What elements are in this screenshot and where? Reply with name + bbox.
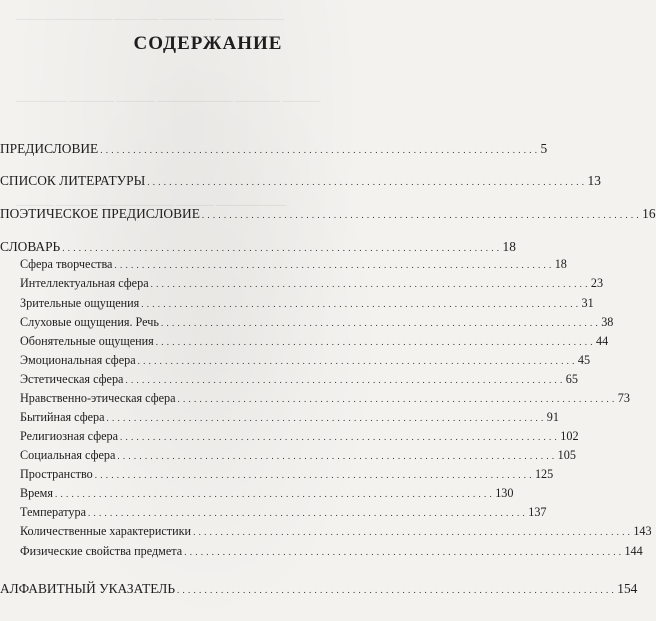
toc-entry-title: Время [20, 486, 53, 500]
toc-entry-title: Эстетическая сфера [20, 372, 124, 386]
dot-leader: . . . . . . . . . . . . . . . . . . . . . . . . . . . . . . . . . . . . . . . . . . . . . . . . . . . . . . . . . . . . . . . . . . . . . . . . . . . . . . . . [87, 508, 526, 518]
toc-entry-page: 18 [554, 257, 567, 271]
dot-leader: . . . . . . . . . . . . . . . . . . . . . . . . . . . . . . . . . . . . . . . . . . . . . . . . . . . . . . . . . . . . . . . . . . . . . . . . . . . . . . . . [184, 547, 622, 557]
toc-entry-page: 38 [601, 315, 614, 329]
toc-entry-page: 65 [565, 372, 578, 386]
toc-subentry[interactable] [20, 353, 591, 373]
toc-subentry[interactable] [20, 410, 559, 430]
toc-entry-page: 137 [528, 505, 547, 519]
toc-entry-page: 44 [596, 334, 609, 348]
dot-leader: . . . . . . . . . . . . . . . . . . . . . . . . . . . . . . . . . . . . . . . . . . . . . . . . . . . . . . . . . . . . . . . . . . . . . . . . . . . . . . . . [94, 470, 532, 480]
dot-leader: . . . . . . . . . . . . . . . . . . . . . . . . . . . . . . . . . . . . . . . . . . . . . . . . . . . . . . . . . . . . . . . . . . . . . . . . . . . . . . . . [177, 585, 615, 595]
toc-subentry[interactable] [20, 505, 547, 525]
toc-entry-page: 105 [557, 448, 576, 462]
toc-subentry[interactable] [20, 467, 554, 487]
dot-leader: . . . . . . . . . . . . . . . . . . . . . . . . . . . . . . . . . . . . . . . . . . . . . . . . . . . . . . . . . . . . . . . . . . . . . . . . . . . . . . . . [160, 318, 599, 328]
toc-entry-title: Слуховые ощущения. Речь [20, 315, 159, 329]
toc-subentry[interactable] [20, 315, 614, 335]
toc-entry-title: Эмоциональная сфера [20, 353, 136, 367]
toc-subentry[interactable] [20, 372, 578, 392]
page-title: СОДЕРЖАНИЕ [133, 33, 283, 54]
toc-entry-page: 130 [495, 486, 514, 500]
dot-leader: . . . . . . . . . . . . . . . . . . . . . . . . . . . . . . . . . . . . . . . . . . . . . . . . . . . . . . . . . . . . . . . . . . . . . . . . . . . . . . . . [137, 356, 575, 366]
toc-entry-title: Интеллектуальная сфера [20, 276, 149, 290]
toc-entry-title: ПОЭТИЧЕСКОЕ ПРЕДИСЛОВИЕ [0, 206, 200, 221]
show-through-text: ────── ──────── ────────── ────── ─────────── [16, 200, 287, 210]
toc-entry-title: Зрительные ощущения [20, 296, 140, 310]
toc-entry-page: 125 [534, 467, 554, 481]
toc-entry-page: 16 [642, 206, 656, 221]
toc-entry-title: АЛФАВИТНЫЙ УКАЗАТЕЛЬ [0, 581, 176, 596]
show-through-text: ─────────────── ─────── ──────── ─────────── [16, 14, 285, 24]
toc-entry-title: Сфера творчества [20, 257, 113, 271]
dot-leader: . . . . . . . . . . . . . . . . . . . . . . . . . . . . . . . . . . . . . . . . . . . . . . . . . . . . . . . . . . . . . . . . . . . . . . . . . . . . . . . . [120, 432, 558, 442]
toc-subentry[interactable] [20, 334, 609, 354]
dot-leader: . . . . . . . . . . . . . . . . . . . . . . . . . . . . . . . . . . . . . . . . . . . . . . . . . . . . . . . . . . . . . . . . . . . . . . . . . . . . . . . . [147, 177, 585, 187]
toc-entry-page: 31 [581, 296, 594, 310]
toc-entry[interactable] [0, 173, 601, 193]
toc-entry-page: 5 [540, 141, 548, 156]
toc-entry-title: Пространство [20, 467, 93, 481]
toc-entry-title: СПИСОК ЛИТЕРАТУРЫ [0, 173, 146, 188]
toc-entry-page: 143 [633, 524, 652, 538]
dot-leader: . . . . . . . . . . . . . . . . . . . . . . . . . . . . . . . . . . . . . . . . . . . . . . . . . . . . . . . . . . . . . . . . . . . . . . . . . . . . . . . . [141, 299, 579, 309]
toc-subentry[interactable] [20, 391, 630, 411]
toc-subentry[interactable] [20, 448, 576, 468]
toc-subentry[interactable] [20, 486, 514, 506]
dot-leader: . . . . . . . . . . . . . . . . . . . . . . . . . . . . . . . . . . . . . . . . . . . . . . . . . . . . . . . . . . . . . . . . . . . . . . . . . . . . . . . . [125, 375, 563, 385]
toc-entry[interactable] [0, 239, 516, 259]
show-through-text: ──────── ─────── ────── ──────────── ─────── ────── [16, 96, 321, 106]
dot-leader: . . . . . . . . . . . . . . . . . . . . . . . . . . . . . . . . . . . . . . . . . . . . . . . . . . . . . . . . . . . . . . . . . . . . . . . . . . . . . . . . [201, 210, 640, 220]
toc-entry-page: 73 [617, 391, 630, 405]
toc-entry-page: 13 [587, 173, 601, 188]
toc-entry-title: Обонятельные ощущения [20, 334, 154, 348]
dot-leader: . . . . . . . . . . . . . . . . . . . . . . . . . . . . . . . . . . . . . . . . . . . . . . . . . . . . . . . . . . . . . . . . . . . . . . . . . . . . . . . . [100, 145, 538, 155]
toc-entry-page: 91 [546, 410, 559, 424]
toc-entry-page: 102 [560, 429, 579, 443]
toc-subentry[interactable] [20, 429, 579, 449]
toc-entry[interactable] [0, 581, 638, 601]
toc-entry-title: СЛОВАРЬ [0, 239, 61, 254]
toc-entry-page: 144 [624, 544, 643, 558]
toc-entry[interactable] [0, 141, 548, 161]
dot-leader: . . . . . . . . . . . . . . . . . . . . . . . . . . . . . . . . . . . . . . . . . . . . . . . . . . . . . . . . . . . . . . . . . . . . . . . . . . . . . . . . [62, 243, 500, 253]
dot-leader: . . . . . . . . . . . . . . . . . . . . . . . . . . . . . . . . . . . . . . . . . . . . . . . . . . . . . . . . . . . . . . . . . . . . . . . . . . . . . . . . [193, 527, 631, 537]
toc-entry-page: 154 [617, 581, 638, 596]
toc-entry[interactable] [0, 206, 656, 226]
toc-entry-page: 45 [577, 353, 591, 367]
toc-entry-title: Количественные характеристики [20, 524, 192, 538]
dot-leader: . . . . . . . . . . . . . . . . . . . . . . . . . . . . . . . . . . . . . . . . . . . . . . . . . . . . . . . . . . . . . . . . . . . . . . . . . . . . . . . . [117, 451, 555, 461]
toc-entry-title: Религиозная сфера [20, 429, 119, 443]
toc-entry-title: ПРЕДИСЛОВИЕ [0, 141, 99, 156]
toc-subentry[interactable] [20, 296, 594, 316]
dot-leader: . . . . . . . . . . . . . . . . . . . . . . . . . . . . . . . . . . . . . . . . . . . . . . . . . . . . . . . . . . . . . . . . . . . . . . . . . . . . . . . . [114, 260, 552, 270]
toc-entry-title: Социальная сфера [20, 448, 116, 462]
dot-leader: . . . . . . . . . . . . . . . . . . . . . . . . . . . . . . . . . . . . . . . . . . . . . . . . . . . . . . . . . . . . . . . . . . . . . . . . . . . . . . . . [150, 279, 588, 289]
toc-subentry[interactable] [20, 276, 604, 296]
toc-entry-title: Нравственно-этическая сфера [20, 391, 176, 405]
dot-leader: . . . . . . . . . . . . . . . . . . . . . . . . . . . . . . . . . . . . . . . . . . . . . . . . . . . . . . . . . . . . . . . . . . . . . . . . . . . . . . . . [155, 337, 594, 347]
toc-subentry[interactable] [20, 544, 643, 564]
dot-leader: . . . . . . . . . . . . . . . . . . . . . . . . . . . . . . . . . . . . . . . . . . . . . . . . . . . . . . . . . . . . . . . . . . . . . . . . . . . . . . . . [54, 489, 493, 499]
toc-entry-title: Температура [20, 505, 86, 519]
dot-leader: . . . . . . . . . . . . . . . . . . . . . . . . . . . . . . . . . . . . . . . . . . . . . . . . . . . . . . . . . . . . . . . . . . . . . . . . . . . . . . . . [177, 394, 615, 404]
toc-entry-title: Физические свойства предмета [20, 544, 183, 558]
toc-subentry[interactable] [20, 257, 567, 277]
toc-subentry[interactable] [20, 524, 652, 544]
toc-entry-page: 18 [502, 239, 516, 254]
toc-entry-title: Бытийная сфера [20, 410, 105, 424]
dot-leader: . . . . . . . . . . . . . . . . . . . . . . . . . . . . . . . . . . . . . . . . . . . . . . . . . . . . . . . . . . . . . . . . . . . . . . . . . . . . . . . . [106, 413, 544, 423]
toc-entry-page: 23 [590, 276, 604, 290]
